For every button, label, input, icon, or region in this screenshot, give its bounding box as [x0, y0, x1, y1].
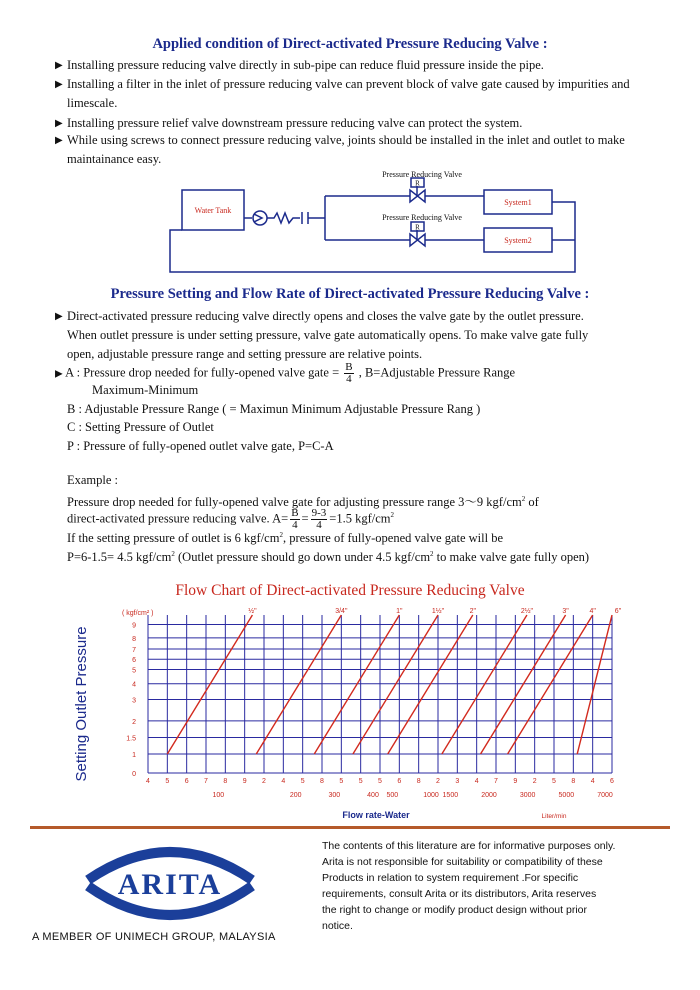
bullet-1-text: Installing pressure reducing valve directly in sub-pipe can reduce fluid pressure inside the pipe.	[67, 58, 544, 72]
x-minor-label: 4	[474, 778, 479, 785]
x-axis-title: Flow rate-Water	[342, 810, 410, 820]
bullet-marker-icon: ▶	[55, 60, 63, 71]
bullet-1	[55, 56, 647, 75]
x-major-label: 5000	[558, 792, 575, 799]
section1-title: Applied condition of Direct-activated Pressure Reducing Valve :	[152, 36, 548, 52]
series-line	[577, 615, 612, 754]
para-line-1: Direct-activated pressure reducing valve directly opens and closes the valve gate by the outlet pressure.	[67, 309, 584, 323]
arita-logo	[84, 842, 256, 926]
bullet-marker-icon: ▶	[55, 368, 63, 380]
x-minor-label: 2	[262, 778, 266, 785]
series-line	[442, 615, 527, 754]
x-minor-label: 9	[242, 778, 247, 785]
section2-title: Pressure Setting and Flow Rate of Direct-activated Pressure Reducing Valve :	[110, 286, 590, 302]
x-minor-label: 5	[358, 778, 363, 785]
notice-line: Products in relation to system requirement .For specific	[322, 872, 579, 884]
y-tick-label: 8	[132, 635, 136, 643]
valve-symbol-1: R	[415, 179, 420, 188]
x-minor-label: 5	[300, 778, 305, 785]
series-label: 3"	[562, 608, 569, 615]
series-line	[481, 615, 566, 754]
definition-a	[55, 362, 515, 385]
x-minor-label: 5	[339, 778, 344, 785]
example-line-3: If the setting pressure of outlet is 6 kgf/$cm^2$, pressure of fully-opened valve gate will be	[67, 531, 504, 546]
section2-para	[55, 307, 677, 364]
x-major-label: 2000	[481, 792, 497, 799]
x-minor-label: 4	[146, 778, 150, 785]
x-minor-label: 6	[397, 778, 402, 785]
bullet-4	[55, 131, 647, 169]
y-tick-label: 1.5	[126, 735, 136, 743]
x-minor-label: 8	[571, 778, 576, 785]
bullet-2	[55, 75, 647, 113]
x-minor-label: 8	[223, 778, 228, 785]
y-tick-label: 6	[132, 657, 136, 665]
series-line	[388, 615, 473, 754]
bullet-4-text: While using screws to connect pressure reducing valve, joints should be installed in the inlet and outlet to make maintainance easy.	[67, 133, 625, 166]
x-major-label: 200	[289, 792, 302, 799]
chart-title: Flow Chart of Direct-activated Pressure Reducing Valve	[175, 582, 525, 599]
definition-c: C : Setting Pressure of Outlet	[67, 420, 214, 434]
definition-p: P : Pressure of fully-opened outlet valve gate, P=C-A	[67, 439, 334, 453]
y-tick-label: 9	[132, 622, 136, 630]
example-line-1: Pressure drop needed for fully-opened valve gate for adjusting pressure range 3～9 kgf/$cm^2$ of	[67, 494, 539, 509]
footer-divider	[30, 826, 670, 829]
x-minor-label: 9	[513, 778, 518, 785]
x-major-label: 500	[386, 792, 399, 799]
y-tick-label: 5	[132, 667, 136, 675]
x-major-label: 1500	[442, 792, 459, 799]
bullet-2-text: Installing a filter in the inlet of pressure reducing valve can prevent block of valve gate caused by impurities and limescale.	[67, 77, 630, 110]
series-line	[314, 615, 399, 754]
y-tick-label: 3	[132, 697, 136, 705]
def-a-line2: Maximum-Minimum	[92, 383, 199, 397]
x-major-label: 100	[212, 792, 225, 799]
x-minor-label: 8	[416, 778, 421, 785]
notice-block	[322, 838, 652, 934]
bullet-marker-icon: ▶	[55, 79, 63, 90]
y-tick-label: 4	[132, 681, 136, 689]
system1-label: System1	[504, 198, 532, 207]
x-major-label: 3000	[519, 792, 536, 799]
x-major-label: 1000	[423, 792, 439, 799]
series-label: 4"	[589, 608, 596, 615]
x-minor-label: 2	[532, 778, 537, 785]
x-minor-label: 5	[552, 778, 556, 785]
example-line-4: P=6-1.5= 4.5 kgf/$cm^2$ (Outlet pressure should go down under 4.5 kgf/$cm^2$ to make valve gate fully open)	[67, 550, 590, 565]
x-major-label: 300	[328, 792, 341, 799]
x-minor-label: 8	[320, 778, 324, 785]
series-line	[353, 615, 438, 754]
valve-symbol-2: R	[415, 223, 420, 232]
x-minor-label: 4	[281, 778, 286, 785]
def-a-suffix: , B=Adjustable Pressure Range	[358, 365, 516, 380]
y-unit-label: ( kgf/cm² )	[122, 610, 154, 617]
bullet-3-text: Installing pressure relief valve downstream pressure reducing valve can protect the system.	[67, 116, 523, 130]
member-text: A MEMBER OF UNIMECH GROUP, MALAYSIA	[32, 931, 276, 943]
notice-line: requirements, consult Arita or its distributors, Arita reserves	[322, 888, 597, 900]
logo-text: ARITA	[117, 868, 223, 901]
x-minor-label: 5	[165, 778, 170, 785]
x-minor-label: 7	[204, 778, 208, 785]
notice-line: Arita is not responsible for suitability or compatibility of these	[322, 856, 603, 868]
bullet-marker-icon: ▶	[55, 311, 63, 322]
y-tick-label: 0	[132, 771, 136, 778]
y-tick-label: 2	[132, 718, 136, 726]
def-a-text: A : Pressure drop needed for fully-opened valve gate =	[65, 365, 340, 380]
para-line-2: When outlet pressure is under setting pressure, valve gate automatically opens. To make valve gate fully	[67, 328, 589, 342]
y-tick-label: 1	[132, 752, 136, 760]
example-line-2: direct-activated pressure reducing valve. A= $\frac{B}{4}$ = $\frac{9-3}{4}$ =1.5 kgf/$cm^2$	[67, 507, 394, 531]
series-line	[256, 615, 341, 754]
notice-line: The contents of this literature are for informative purposes only.	[322, 840, 616, 852]
flow-chart	[70, 605, 630, 820]
x-minor-label: 6	[610, 778, 614, 785]
definition-b: B : Adjustable Pressure Range ( = Maximun Minimum Adjustable Pressure Rang )	[67, 402, 481, 416]
x-minor-label: 2	[436, 778, 440, 785]
series-label: 1½"	[431, 608, 445, 615]
bullet-marker-icon: ▶	[55, 135, 63, 146]
bullet-marker-icon: ▶	[55, 118, 63, 129]
notice-line: notice.	[322, 920, 353, 932]
valve-label-1: Pressure Reducing Valve	[382, 170, 462, 179]
series-label: ½"	[248, 608, 257, 615]
series-label: 2½"	[520, 608, 534, 615]
y-axis-title: Setting Outlet Pressure	[73, 626, 90, 782]
pump-icon	[253, 211, 267, 225]
example-label: Example :	[67, 473, 119, 487]
x-minor-label: 3	[455, 778, 460, 785]
para-line-3: open, adjustable pressure range and setting pressure are relative points.	[67, 347, 423, 361]
x-minor-label: 4	[590, 778, 595, 785]
valve-label-2: Pressure Reducing Valve	[382, 213, 462, 222]
fraction-b-over-4: $\frac{B}{4}$	[345, 361, 353, 385]
x-minor-label: 6	[184, 778, 189, 785]
series-label: 3/4"	[335, 608, 348, 615]
x-minor-label: 7	[494, 778, 498, 785]
water-tank-label: Water Tank	[194, 206, 232, 215]
x-major-label: 7000	[597, 792, 613, 799]
x-major-label: 400	[367, 792, 379, 799]
piping-diagram	[160, 168, 580, 276]
notice-line: the right to change or modify product design without prior	[322, 904, 587, 916]
series-label: 1"	[396, 608, 403, 615]
x-minor-label: 5	[378, 778, 382, 785]
series-line	[167, 615, 252, 754]
system2-label: System2	[504, 236, 532, 245]
series-line	[508, 615, 593, 754]
y-tick-label: 7	[132, 646, 136, 654]
x-unit-label: Liter/min	[541, 813, 567, 820]
series-label: 2"	[469, 608, 476, 615]
series-label: 6"	[614, 608, 622, 615]
